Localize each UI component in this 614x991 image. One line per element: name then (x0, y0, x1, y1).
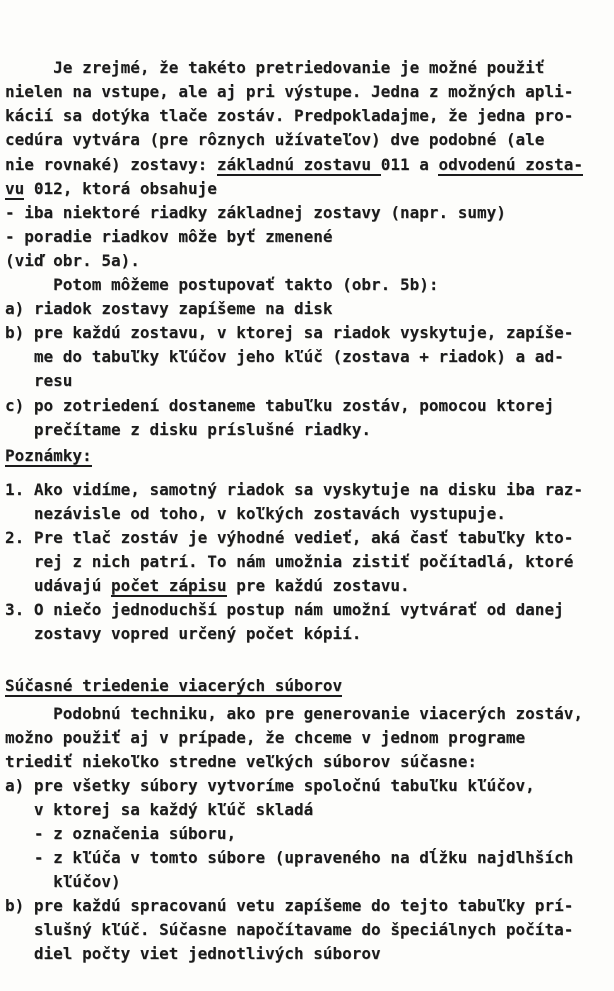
text-segment: Podobnú techniku, ako pre generovanie viacerých zostáv, (5, 703, 583, 723)
list-item-b-cont (5, 345, 610, 369)
list-item-b-cont (5, 942, 610, 966)
underlined-text: vu (5, 178, 25, 198)
text-segment: rej z nich patrí. To nám umožnia zistiť počítadlá, ktoré (5, 552, 574, 572)
list-item-a (5, 297, 610, 321)
text-segment: 1. Ako vidíme, samotný riadok sa vyskytuje na disku iba raz- (5, 479, 583, 499)
list-item-b (5, 321, 610, 345)
text-segment: c) po zotriedení dostaneme tabuľku zostáv, pomocou ktorej (5, 395, 555, 415)
text-segment: v ktorej sa každý kľúč skladá (5, 799, 314, 819)
text-segment: b) pre každú spracovanú vetu zapíšeme do tejto tabuľky prí- (5, 896, 574, 916)
list-item-b-cont (5, 369, 610, 393)
text-segment: nie rovnaké) zostavy: (5, 154, 217, 174)
sub-bullet-line (5, 846, 610, 870)
text-segment: Potom môžeme postupovať takto (obr. 5b): (5, 275, 439, 295)
text-segment: 2. Pre tlač zostáv je výhodné vedieť, aká časť tabuľky kto- (5, 527, 574, 547)
text-segment: triediť niekoľko stredne veľkých súborov súčasne: (5, 751, 478, 771)
text-segment: - z označenia súboru, (5, 824, 237, 843)
paragraph-line (5, 80, 610, 104)
text-segment: resu (5, 371, 73, 391)
text-segment: b) pre každú zostavu, v ktorej sa riadok vyskytuje, zapíše- (5, 323, 574, 343)
note-1-cont (5, 502, 610, 526)
list-item-c-cont (5, 418, 610, 442)
paragraph-line (5, 177, 610, 201)
text-segment: 011 a (380, 154, 439, 174)
text-segment: nielen na vstupe, ale aj pri výstupe. Jedna z možných apli- (5, 82, 574, 102)
text-segment: možno použiť aj v prípade, že chceme v jednom programe (5, 727, 526, 747)
text-segment: udávajú (5, 576, 111, 596)
note-2-cont (5, 550, 610, 574)
sub-bullet-cont (5, 870, 610, 894)
list-item-c (5, 394, 610, 418)
text-segment: nezávisle od toho, v koľkých zostavách vystupuje. (5, 503, 506, 523)
list-item-b (5, 894, 610, 918)
bullet-line (5, 225, 610, 249)
text-segment: - poradie riadkov môže byť zmenené (5, 226, 333, 246)
text-segment: pre každú zostavu. (226, 576, 410, 596)
text-segment: 012, ktorá obsahuje (24, 178, 217, 198)
text-segment: me do tabuľky kľúčov jeho kľúč (zostava + riadok) a ad- (5, 347, 564, 367)
underlined-text: počet zápisu (110, 576, 227, 596)
page-text (5, 56, 610, 966)
text-segment: zostavy vopred určený počet kópií. (5, 624, 362, 644)
note-2-cont (5, 574, 610, 598)
underlined-text: základnú zostavu (216, 154, 381, 174)
underlined-text: Poznámky: (5, 445, 92, 465)
text-segment: (viď obr. 5a). (5, 250, 140, 270)
underlined-text: Súčasné triedenie viacerých súborov (5, 676, 343, 696)
paragraph-line (5, 702, 610, 726)
note-3-cont (5, 622, 610, 646)
sub-bullet-line (5, 822, 610, 846)
paragraph-line (5, 128, 610, 152)
text-segment: 3. O niečo jednoduchší postup nám umožní vytvárať od danej (5, 600, 564, 620)
list-item-a-cont (5, 798, 610, 822)
text-segment: - iba niektoré riadky základnej zostavy (napr. sumy) (5, 202, 506, 222)
text-segment: Je zrejmé, že takéto pretriedovanie je možné použiť (5, 58, 545, 78)
note-2 (5, 526, 610, 550)
list-item-a (5, 774, 610, 798)
paragraph-line (5, 273, 610, 297)
text-segment: kľúčov) (5, 872, 121, 892)
text-segment: - z kľúča v tomto súbore (upraveného na dĺžku najdlhších (5, 848, 574, 868)
paragraph-line (5, 56, 610, 80)
note-3 (5, 598, 610, 622)
text-segment: slušný kľúč. Súčasne napočítavame do špeciálnych počíta- (5, 920, 574, 940)
note-1 (5, 478, 610, 502)
text-segment: a) riadok zostavy zapíšeme na disk (5, 299, 333, 319)
underlined-text: odvodenú zosta- (438, 154, 583, 174)
text-segment: cedúra vytvára (pre rôznych užívateľov) dve podobné (ale (5, 130, 545, 150)
text-segment: a) pre všetky súbory vytvoríme spoločnú tabuľku kľúčov, (5, 775, 535, 795)
paragraph-line (5, 153, 610, 177)
text-segment: kácií sa dotýka tlače zostáv. Predpokladajme, že jedna pro- (5, 106, 574, 126)
paragraph-line (5, 249, 610, 273)
paragraph-line (5, 726, 610, 750)
bullet-line (5, 201, 610, 225)
text-segment: diel počty viet jednotlivých súborov (5, 944, 381, 964)
sucasne-triedenie-heading (5, 674, 610, 698)
list-item-b-cont (5, 918, 610, 942)
paragraph-line (5, 750, 610, 774)
poznamky-heading (5, 444, 610, 468)
paragraph-line (5, 104, 610, 128)
text-segment: prečítame z disku príslušné riadky. (5, 419, 372, 439)
